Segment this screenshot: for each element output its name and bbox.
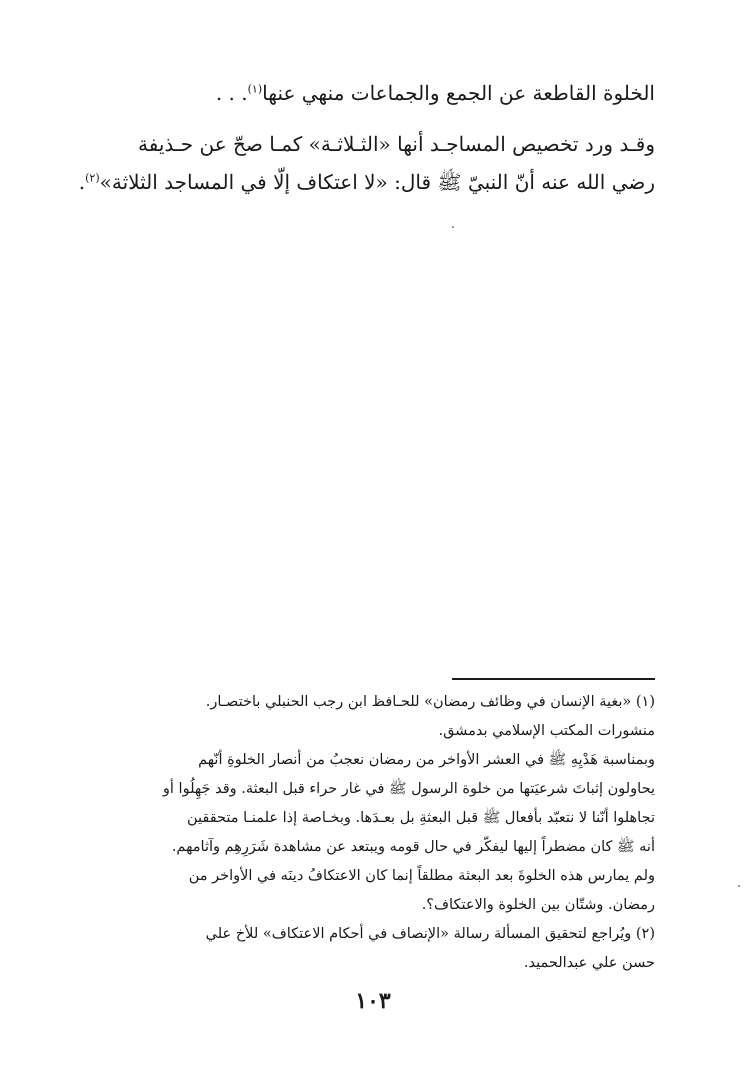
- footnote-line: رمضان. وشتّان بين الخلوة والاعتكاف؟.: [421, 897, 655, 913]
- footnote-line: حسن علي عبدالحميد.: [523, 955, 655, 971]
- footnote-line: (٢) ويُراجع لتحقيق المسألة رسالة «الإنصاف في أحكام الاعتكاف» للأخ علي: [205, 926, 655, 942]
- page-number: ١٠٣: [355, 988, 391, 1014]
- scan-speck: [738, 885, 740, 887]
- line-text: رضي الله عنه أنّ النبيّ ﷺ قال: «لا اعتكاف إلّا في المساجد الثلاثة»: [99, 170, 655, 194]
- line-tail: .: [78, 170, 86, 194]
- line-text: وقـد ورد تخصيص المساجـد أنها «الثـلاثـة» كمـا صحّ عن حـذيفة: [138, 132, 655, 156]
- footnote-line: (١) «بغية الإنسان في وظائف رمضان» للحـافظ ابن رجب الحنبلي باختصـار.: [205, 694, 655, 710]
- line-text: الخلوة القاطعة عن الجمع والجماعات منهي عنها: [262, 81, 655, 105]
- footnotes: [95, 688, 655, 978]
- footnote-divider: [452, 678, 655, 680]
- body-line: [78, 165, 655, 199]
- footnote-line: يحاولون إثباتَ شرعيَتها من خلوة الرسول ﷺ في غار حراء قبل البعثة. وقد جَهِلُوا أو: [162, 781, 655, 797]
- footnote-ref: (١): [247, 82, 263, 96]
- line-tail: . . .: [215, 81, 248, 105]
- body-line: [95, 127, 655, 161]
- footnote-line: وبمناسبة هَدْيِهِ ﷺ في العشر الأواخر من رمضان نعجبُ من أنصار الخلوةِ أنّهم: [198, 752, 655, 768]
- scan-speck: [452, 226, 454, 228]
- footnote-line: منشورات المكتب الإسلامي بدمشق.: [438, 723, 655, 739]
- paragraph-1: [95, 76, 655, 110]
- footnote-line: أنه ﷺ كان مضطراً إليها ليفكّر في حال قومه ويبتعد عن مشاهدة شَرَرِهِم وآثامهم.: [171, 839, 655, 855]
- footnote-line: تجاهلوا أنّنا لا نتعبّد بأفعال ﷺ قبل البعثةِ بل بعـدَها. وبخـاصة إذا علمنـا متحققين: [186, 810, 655, 826]
- body-line: [95, 76, 655, 110]
- paragraph-2: [78, 127, 655, 199]
- footnote-ref: (٢): [85, 171, 100, 185]
- footnote-line: ولم يمارس هذه الخلوةَ بعد البعثة مطلقاً إنما كان الاعتكافُ دينَه في الأواخر من: [188, 868, 655, 884]
